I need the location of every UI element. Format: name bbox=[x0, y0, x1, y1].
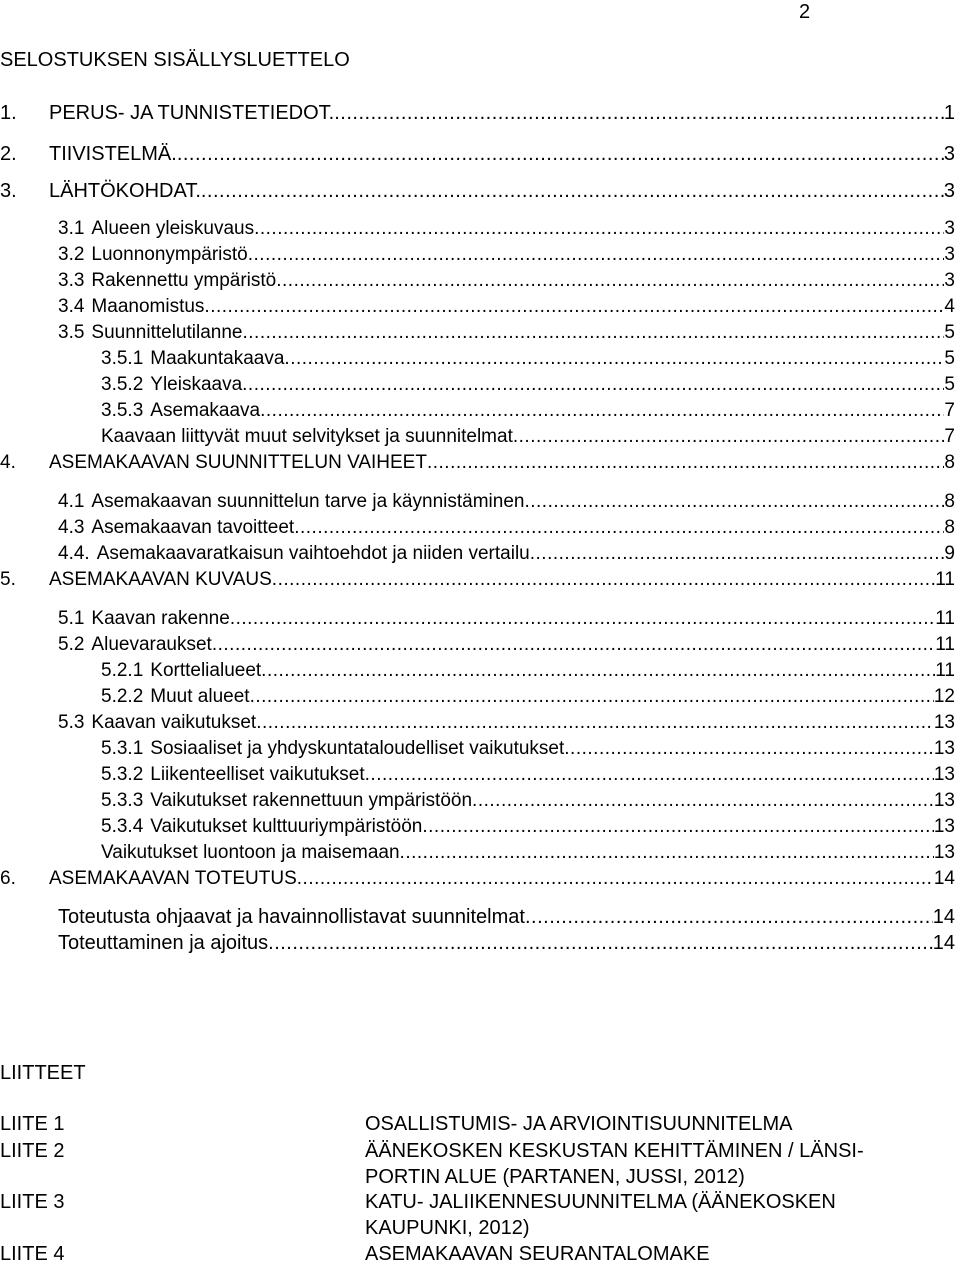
toc-leader-dots bbox=[177, 142, 944, 166]
toc-entry-label: Vaikutukset kulttuuriympäristöön bbox=[150, 816, 423, 837]
attachment-code: LIITE 1 bbox=[0, 1113, 65, 1135]
toc-entry[interactable]: 2. TIIVISTELMÄ. ..... 3 bbox=[0, 142, 955, 166]
toc-entry[interactable] bbox=[101, 841, 955, 865]
toc-entry-label: Aluevaraukset bbox=[91, 634, 212, 655]
toc-page-number: 9 bbox=[944, 543, 955, 564]
toc-entry[interactable]: 4.3 Asemakaavan tavoitteet ..... 8 bbox=[58, 516, 955, 540]
toc-page-number: 13 bbox=[933, 842, 955, 863]
toc-leader-dots bbox=[564, 737, 934, 761]
toc-entry[interactable]: 3. LÄHTÖKOHDAT. ..... 3 bbox=[0, 179, 955, 203]
toc-entry[interactable]: 5.3.1 Sosiaaliset ja yhdyskuntataloudelliset vaikutukset ..... 13 bbox=[101, 737, 955, 761]
toc-entry[interactable]: 3.5.2 Yleiskaava ..... 5 bbox=[101, 373, 955, 397]
toc-entry-label: Toteuttaminen ja ajoitus bbox=[58, 932, 269, 954]
toc-entry-label: Muut alueet bbox=[150, 686, 250, 707]
attachment-description: ASEMAKAAVAN SEURANTALOMAKE bbox=[365, 1243, 710, 1265]
toc-entry-label: Toteutusta ohjaavat ja havainnollistavat suunnitelmat bbox=[58, 906, 525, 928]
toc-entry-label: Maakuntakaava bbox=[150, 348, 285, 369]
attachments-title: LIITTEET bbox=[0, 1062, 86, 1084]
toc-leader-dots bbox=[254, 217, 944, 241]
toc-leader-dots bbox=[230, 607, 935, 631]
page-number: 2 bbox=[799, 1, 811, 23]
toc-page-number: 3 bbox=[943, 180, 955, 202]
attachment-description: OSALLISTUMIS- JA ARVIOINTISUUNNITELMA bbox=[365, 1113, 793, 1135]
toc-entry-label: TIIVISTELMÄ. bbox=[49, 143, 177, 165]
toc-entry[interactable]: 5.2 Aluevaraukset ..... 11 bbox=[58, 633, 955, 657]
toc-leader-dots bbox=[513, 425, 945, 449]
toc-leader-dots bbox=[422, 815, 933, 839]
toc-entry-label: ASEMAKAAVAN KUVAUS bbox=[49, 569, 272, 590]
attachment-code: LIITE 4 bbox=[0, 1243, 65, 1265]
toc-entry-label: Maanomistus bbox=[91, 296, 205, 317]
toc-entry-label: Sosiaaliset ja yhdyskuntataloudelliset vaikutukset bbox=[150, 738, 565, 759]
toc-entry-label: Asemakaavaratkaisun vaihtoehdot ja niiden vertailu bbox=[96, 543, 530, 564]
toc-page-number: 3 bbox=[944, 218, 955, 239]
toc-title: SELOSTUKSEN SISÄLLYSLUETTELO bbox=[0, 49, 350, 71]
toc-leader-dots bbox=[204, 295, 944, 319]
toc-entry-label: Korttelialueet bbox=[150, 660, 262, 681]
toc-entry-label: ASEMAKAAVAN TOTEUTUS bbox=[49, 868, 297, 889]
toc-entry-label: Kaavan vaikutukset bbox=[91, 712, 257, 733]
toc-page-number: 5 bbox=[944, 348, 955, 369]
attachment-code: LIITE 2 bbox=[0, 1140, 65, 1162]
toc-entry[interactable]: 5.3.2 Liikenteelliset vaikutukset ..... 13 bbox=[101, 763, 955, 787]
toc-entry-label: LÄHTÖKOHDAT. bbox=[49, 180, 201, 202]
toc-entry-label: PERUS- JA TUNNISTETIEDOT. bbox=[49, 102, 335, 124]
toc-leader-dots bbox=[284, 347, 944, 371]
toc-entry[interactable]: 5. ASEMAKAAVAN KUVAUS ..... 11 bbox=[0, 568, 955, 592]
toc-entry[interactable]: 5.2.1 Korttelialueet ..... 11 bbox=[101, 659, 955, 683]
toc-page-number: 8 bbox=[944, 491, 955, 512]
toc-leader-dots bbox=[294, 516, 944, 540]
toc-entry-label: Asemakaava bbox=[150, 400, 261, 421]
toc-entry[interactable]: 3.1 Alueen yleiskuvaus ..... 3 bbox=[58, 217, 955, 241]
toc-entry[interactable]: 5.3 Kaavan vaikutukset ..... 13 bbox=[58, 711, 955, 735]
toc-leader-dots bbox=[524, 490, 944, 514]
toc-leader-dots bbox=[212, 633, 935, 657]
toc-leader-dots bbox=[250, 685, 934, 709]
toc-entry[interactable]: 5.3.4 Vaikutukset kulttuuriympäristöön ..... 13 bbox=[101, 815, 955, 839]
toc-entry-label: ASEMAKAAVAN SUUNNITTELUN VAIHEET bbox=[49, 452, 427, 473]
toc-page-number: 3 bbox=[944, 244, 955, 265]
toc-entry[interactable]: 3.4 Maanomistus ..... 4 bbox=[58, 295, 955, 319]
toc-page-number: 11 bbox=[935, 660, 955, 681]
toc-leader-dots bbox=[400, 841, 934, 865]
toc-page-number: 4 bbox=[944, 296, 955, 317]
toc-entry[interactable] bbox=[58, 931, 955, 955]
toc-leader-dots bbox=[260, 399, 944, 423]
toc-page-number: 5 bbox=[944, 374, 955, 395]
toc-page-number: 14 bbox=[933, 868, 955, 889]
toc-page-number: 13 bbox=[933, 764, 955, 785]
toc-entry[interactable]: 5.2.2 Muut alueet ..... 12 bbox=[101, 685, 955, 709]
toc-page-number: 1 bbox=[943, 102, 955, 124]
toc-entry[interactable]: 3.3 Rakennettu ympäristö ..... 3 bbox=[58, 269, 955, 293]
toc-leader-dots bbox=[334, 101, 944, 125]
attachment-description: ÄÄNEKOSKEN KESKUSTAN KEHITTÄMINEN / LÄNSI- PORTIN ALUE (PARTANEN, JUSSI, 2012) bbox=[365, 1140, 864, 1188]
toc-entry[interactable]: 3.5 Suunnittelutilanne ..... 5 bbox=[58, 321, 955, 345]
toc-leader-dots bbox=[276, 269, 944, 293]
toc-entry[interactable] bbox=[101, 425, 955, 449]
toc-entry-label: Kaavan rakenne bbox=[91, 608, 230, 629]
toc-page-number: 8 bbox=[944, 517, 955, 538]
toc-entry-label: Luonnonympäristö bbox=[91, 244, 248, 265]
toc-entry[interactable]: 4.1 Asemakaavan suunnittelun tarve ja käynnistäminen ..... 8 bbox=[58, 490, 955, 514]
toc-page-number: 7 bbox=[944, 426, 955, 447]
toc-entry-label: Asemakaavan suunnittelun tarve ja käynnistäminen bbox=[91, 491, 525, 512]
toc-leader-dots bbox=[427, 451, 944, 475]
toc-leader-dots bbox=[472, 789, 934, 813]
toc-entry[interactable]: 5.3.3 Vaikutukset rakennettuun ympäristöön ..... 13 bbox=[101, 789, 955, 813]
toc-entry[interactable] bbox=[58, 905, 955, 929]
toc-entry[interactable]: 6. ASEMAKAAVAN TOTEUTUS ..... 14 bbox=[0, 867, 955, 891]
toc-entry[interactable]: 5.1 Kaavan rakenne ..... 11 bbox=[58, 607, 955, 631]
toc-page-number: 14 bbox=[932, 906, 955, 928]
toc-entry-label: Asemakaavan tavoitteet bbox=[91, 517, 295, 538]
toc-leader-dots bbox=[525, 905, 933, 929]
attachment-description: KATU- JALIIKENNESUUNNITELMA (ÄÄNEKOSKEN KAUPUNKI, 2012) bbox=[365, 1191, 836, 1239]
toc-leader-dots bbox=[201, 179, 944, 203]
toc-page-number: 3 bbox=[944, 270, 955, 291]
toc-leader-dots bbox=[365, 763, 934, 787]
toc-page-number: 3 bbox=[943, 143, 955, 165]
toc-entry[interactable]: 4.4. Asemakaavaratkaisun vaihtoehdot ja niiden vertailu ..... 9 bbox=[58, 542, 955, 566]
attachment-code: LIITE 3 bbox=[0, 1191, 65, 1213]
toc-page-number: 13 bbox=[933, 712, 955, 733]
toc-entry-label: Kaavaan liittyvät muut selvitykset ja suunnitelmat bbox=[101, 426, 513, 447]
toc-page-number: 8 bbox=[944, 452, 955, 473]
toc-page-number: 7 bbox=[944, 400, 955, 421]
toc-page-number: 5 bbox=[944, 322, 955, 343]
toc-page-number: 14 bbox=[932, 932, 955, 954]
toc-entry-label: Vaikutukset rakennettuun ympäristöön bbox=[150, 790, 473, 811]
toc-entry[interactable]: 3.5.3 Asemakaava ..... 7 bbox=[101, 399, 955, 423]
toc-entry-label: Vaikutukset luontoon ja maisemaan bbox=[101, 842, 400, 863]
toc-leader-dots bbox=[261, 659, 935, 683]
toc-page-number: 13 bbox=[933, 790, 955, 811]
toc-page-number: 13 bbox=[933, 738, 955, 759]
toc-entry[interactable]: 1. PERUS- JA TUNNISTETIEDOT. ..... 1 bbox=[0, 101, 955, 125]
toc-entry-label: Rakennettu ympäristö bbox=[91, 270, 277, 291]
toc-leader-dots bbox=[297, 867, 934, 891]
toc-leader-dots bbox=[268, 931, 933, 955]
toc-page-number: 13 bbox=[933, 816, 955, 837]
toc-leader-dots bbox=[272, 568, 935, 592]
toc-leader-dots bbox=[248, 243, 945, 267]
toc-leader-dots bbox=[242, 373, 944, 397]
toc-leader-dots bbox=[256, 711, 934, 735]
toc-entry-label: Yleiskaava bbox=[150, 374, 243, 395]
toc-page-number: 11 bbox=[935, 608, 955, 629]
toc-entry[interactable]: 3.2 Luonnonympäristö ..... 3 bbox=[58, 243, 955, 267]
toc-entry-label: Alueen yleiskuvaus bbox=[91, 218, 255, 239]
toc-page-number: 11 bbox=[935, 569, 955, 590]
toc-entry[interactable]: 3.5.1 Maakuntakaava ..... 5 bbox=[101, 347, 955, 371]
toc-entry-label: Liikenteelliset vaikutukset bbox=[150, 764, 365, 785]
toc-leader-dots bbox=[243, 321, 945, 345]
toc-entry-label: Suunnittelutilanne bbox=[91, 322, 243, 343]
toc-page-number: 12 bbox=[933, 686, 955, 707]
toc-page-number: 11 bbox=[935, 634, 955, 655]
toc-leader-dots bbox=[530, 542, 945, 566]
toc-entry[interactable]: 4. ASEMAKAAVAN SUUNNITTELUN VAIHEET ..... 8 bbox=[0, 451, 955, 475]
